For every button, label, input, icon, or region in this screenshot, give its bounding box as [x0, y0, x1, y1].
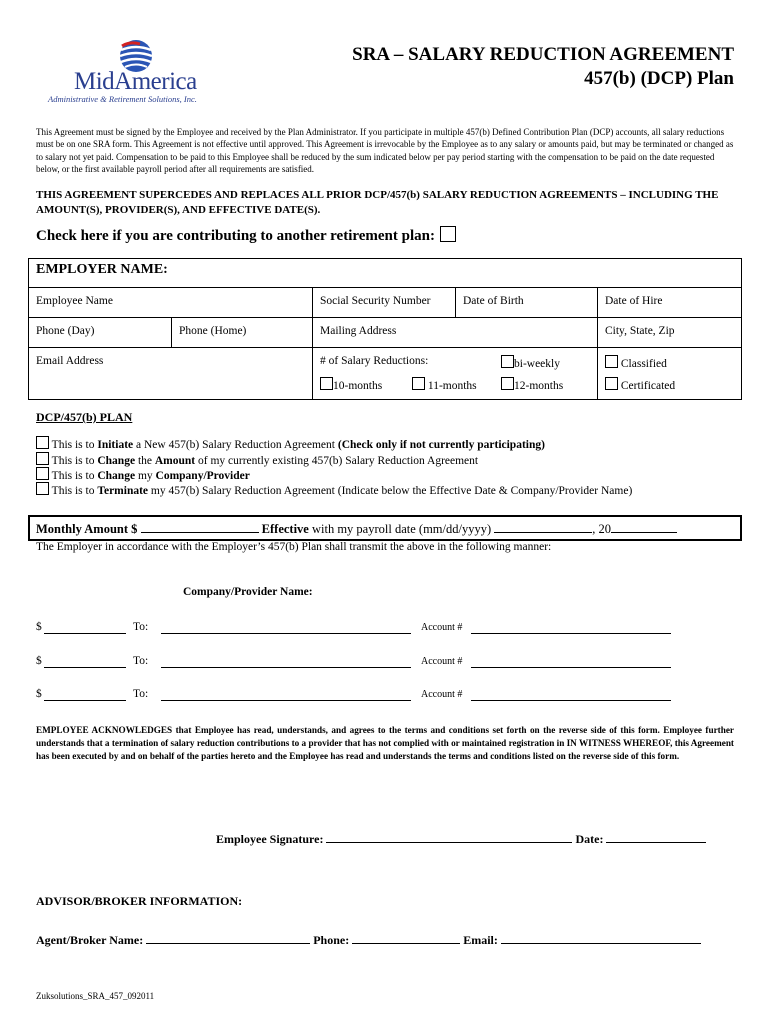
option-text: This is to: [51, 485, 98, 497]
agent-name-label: Agent/Broker Name:: [36, 933, 144, 947]
option-text: This is to: [51, 455, 98, 467]
provider-heading: Company/Provider Name:: [183, 586, 313, 598]
change-amount-option[interactable]: [36, 452, 478, 467]
terminate-checkbox[interactable]: [36, 482, 49, 495]
option-keyword: Initiate: [97, 439, 134, 451]
acknowledgement-text: EMPLOYEE ACKNOWLEDGES that Employee has read, understands, and agrees to the terms and conditions set forth on the reverse side of this form. Employee further understands that a termination of salary reduction contributions to a provider that has not complied with or maintained registration in IN WITNESS WHEREOF, this Agreement has been executed by and on behalf of the parties hereto and the Employee has read and understands the terms and conditions listed on the reverse side of this form.: [36, 725, 734, 761]
employee-name-field[interactable]: Employee Name: [36, 295, 113, 307]
account-number-input[interactable]: [471, 621, 671, 634]
option-text: of my currently existing 457(b) Salary Reduction Agreement: [195, 455, 479, 467]
employer-info-table: [28, 258, 742, 400]
option-text: This is to: [51, 439, 98, 451]
table-divider: [29, 287, 741, 288]
agent-phone-label: Phone:: [313, 933, 350, 947]
agent-phone-input[interactable]: [352, 931, 460, 944]
plan-heading: DCP/457(b) PLAN: [36, 410, 133, 424]
agent-email-label: Email:: [463, 933, 498, 947]
to-label: To:: [133, 621, 149, 633]
dollar-sign: $: [36, 621, 42, 633]
classified-option[interactable]: [605, 355, 667, 370]
effective-label: Effective: [261, 522, 309, 536]
employee-signature-label: Employee Signature:: [216, 832, 324, 846]
other-plan-checkbox[interactable]: [440, 226, 456, 242]
monthly-amount-row: [36, 519, 677, 537]
logo-wordmark: MidAmerica: [74, 68, 197, 95]
company-logo: [48, 38, 223, 108]
signature-date-label: Date:: [575, 832, 604, 846]
advisor-heading: ADVISOR/BROKER INFORMATION:: [36, 894, 243, 908]
biweekly-checkbox[interactable]: [501, 355, 514, 368]
form-subtitle: 457(b) (DCP) Plan: [584, 68, 734, 89]
employee-signature-input[interactable]: [326, 830, 572, 843]
eleven-months-checkbox[interactable]: [412, 377, 425, 390]
year-prefix: , 20: [592, 522, 611, 536]
option-text: my: [135, 470, 156, 482]
initiate-checkbox[interactable]: [36, 436, 49, 449]
option-keyword: Company/Provider: [155, 470, 250, 482]
monthly-amount-input[interactable]: [141, 519, 259, 533]
table-divider: [29, 317, 741, 318]
employee-signature-row: [216, 830, 706, 847]
table-divider: [597, 287, 598, 399]
biweekly-option[interactable]: [501, 355, 560, 370]
provider-name-input[interactable]: [161, 688, 411, 701]
certificated-option[interactable]: [605, 377, 675, 392]
supersede-notice: THIS AGREEMENT SUPERCEDES AND REPLACES ALL PRIOR DCP/457(b) SALARY REDUCTION AGREEMENTS – INCLUDING THE AMOUNT(S), PROVIDER(S), AND EFFECTIVE DATE(S).: [36, 189, 719, 216]
effective-date-input[interactable]: [494, 519, 592, 533]
monthly-amount-label: Monthly Amount $: [36, 522, 138, 536]
signature-date-input[interactable]: [606, 830, 706, 843]
provider-amount-input[interactable]: [44, 688, 126, 701]
twelve-months-checkbox[interactable]: [501, 377, 514, 390]
phone-home-field[interactable]: Phone (Home): [179, 325, 247, 337]
logo-tagline: Administrative & Retirement Solutions, Inc.: [48, 94, 197, 104]
form-footer-id: Zuksolutions_SRA_457_092011: [36, 991, 155, 1001]
option-keyword: Amount: [154, 455, 196, 467]
dollar-sign: $: [36, 655, 42, 667]
city-state-zip-field[interactable]: City, State, Zip: [605, 325, 675, 337]
effective-year-input[interactable]: [611, 519, 677, 533]
account-label: Account #: [421, 622, 463, 633]
account-label: Account #: [421, 689, 463, 700]
change-provider-option[interactable]: [36, 467, 250, 482]
provider-row: [36, 655, 676, 671]
other-plan-check-row: [36, 226, 456, 245]
eleven-months-label: 11-months: [427, 380, 477, 392]
advisor-row: [36, 931, 701, 948]
other-plan-label: Check here if you are contributing to another retirement plan:: [36, 228, 435, 244]
ten-months-checkbox[interactable]: [320, 377, 333, 390]
option-note: (Check only if not currently participating): [337, 439, 545, 451]
provider-amount-input[interactable]: [44, 655, 126, 668]
account-label: Account #: [421, 656, 463, 667]
monthly-amount-box: [28, 515, 742, 541]
initiate-option[interactable]: [36, 436, 545, 451]
certificated-label: Certificated: [620, 380, 676, 392]
terminate-option[interactable]: [36, 482, 632, 497]
provider-name-input[interactable]: [161, 655, 411, 668]
effective-text: with my payroll date (mm/dd/yyyy): [308, 522, 492, 536]
account-number-input[interactable]: [471, 655, 671, 668]
option-text: a New 457(b) Salary Reduction Agreement: [133, 439, 338, 451]
salary-reductions-label: # of Salary Reductions:: [320, 355, 429, 367]
table-divider: [312, 287, 313, 399]
option-keyword: Terminate: [97, 485, 149, 497]
dob-field[interactable]: Date of Birth: [463, 295, 524, 307]
ten-months-option[interactable]: [320, 377, 382, 392]
ssn-field[interactable]: Social Security Number: [320, 295, 431, 307]
provider-name-input[interactable]: [161, 621, 411, 634]
option-keyword: Change: [97, 470, 136, 482]
email-field[interactable]: Email Address: [36, 355, 104, 367]
phone-day-field[interactable]: Phone (Day): [36, 325, 95, 337]
dollar-sign: $: [36, 688, 42, 700]
table-divider: [29, 347, 741, 348]
provider-row: [36, 688, 676, 704]
doh-field[interactable]: Date of Hire: [605, 295, 663, 307]
classified-checkbox[interactable]: [605, 355, 618, 368]
option-keyword: Change: [97, 455, 136, 467]
transmit-text: The Employer in accordance with the Employer’s 457(b) Plan shall transmit the above in the following manner:: [36, 541, 552, 553]
agent-name-input[interactable]: [146, 931, 310, 944]
option-text: This is to: [51, 470, 98, 482]
account-number-input[interactable]: [471, 688, 671, 701]
option-text: the: [135, 455, 155, 467]
provider-row: [36, 621, 676, 637]
twelve-months-option[interactable]: [501, 377, 563, 392]
form-title: SRA – SALARY REDUCTION AGREEMENT: [352, 44, 734, 65]
to-label: To:: [133, 688, 149, 700]
employer-name-label: EMPLOYER NAME:: [36, 262, 168, 277]
twelve-months-label: 12-months: [514, 380, 564, 392]
change-provider-checkbox[interactable]: [36, 467, 49, 480]
mailing-address-field[interactable]: Mailing Address: [320, 325, 397, 337]
provider-amount-input[interactable]: [44, 621, 126, 634]
ten-months-label: 10-months: [333, 380, 383, 392]
certificated-checkbox[interactable]: [605, 377, 618, 390]
option-text: my 457(b) Salary Reduction Agreement (Indicate below the Effective Date & Company/Provider Name): [148, 485, 633, 497]
biweekly-label: bi-weekly: [514, 358, 560, 370]
agent-email-input[interactable]: [501, 931, 701, 944]
classified-label: Classified: [620, 358, 667, 370]
table-divider: [455, 287, 456, 317]
intro-paragraph: This Agreement must be signed by the Employee and received by the Plan Administrator. If you participate in multiple 457(b) Defined Contribution Plan (DCP) accounts, all salary reductions must be on one SRA form. This Agreement is not effective until approved. This Agreement is irrevocable by the Employee as to any salary or amounts paid, but may be terminated or changed as to salary not yet paid. Compensation to be paid to this Employee shall be reduced by the sum indicated below per pay period starting with the compensation to be paid on the date requested below, or the first available payroll period after all requirements are satisfied.: [36, 127, 734, 174]
to-label: To:: [133, 655, 149, 667]
eleven-months-option[interactable]: [412, 377, 477, 392]
table-divider: [171, 317, 172, 347]
change-amount-checkbox[interactable]: [36, 452, 49, 465]
